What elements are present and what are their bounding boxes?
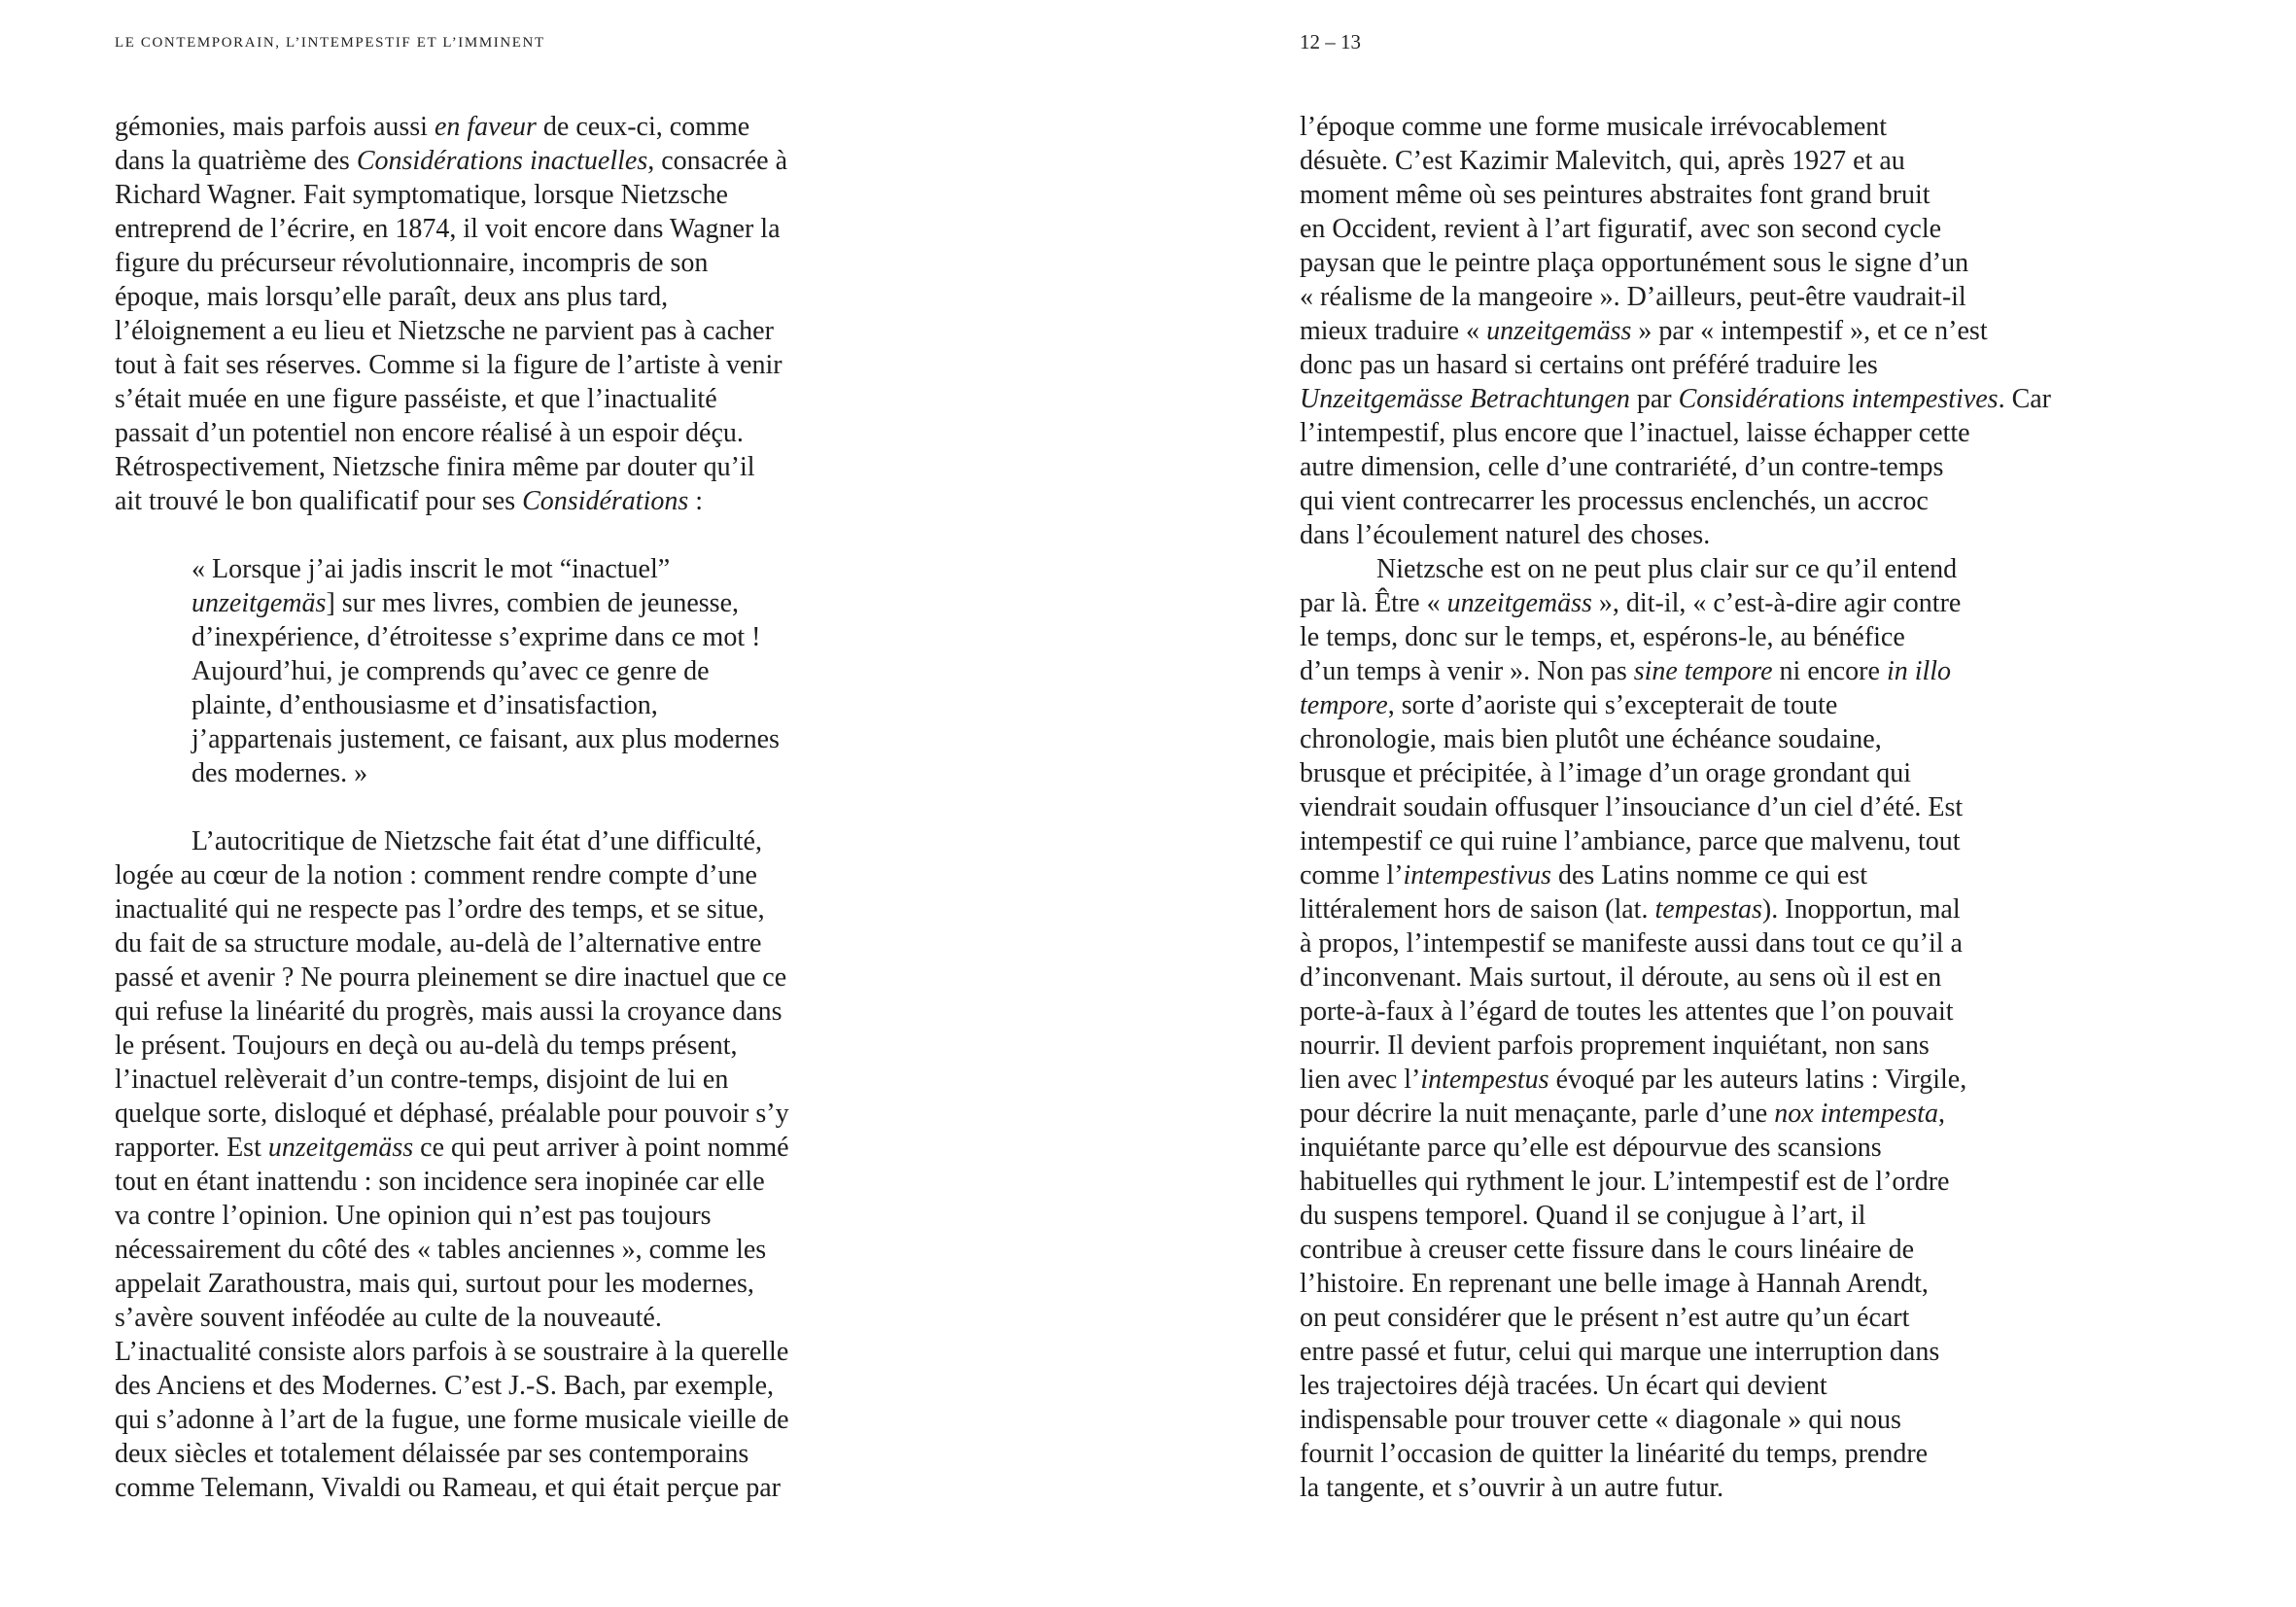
text-line: nécessairement du côté des « tables anciennes », comme les <box>115 1235 767 1265</box>
text-line: l’éloignement a eu lieu et Nietzsche ne parvient pas à cacher <box>115 316 774 346</box>
text-line: va contre l’opinion. Une opinion qui n’est pas toujours <box>115 1201 712 1231</box>
text-line: passé et avenir ? Ne pourra pleinement se dire inactuel que ce <box>115 962 787 993</box>
paragraph <box>115 110 836 518</box>
text-line: Nietzsche est on ne peut plus clair sur ce qu’il entend <box>1376 554 1958 584</box>
text-line: les trajectoires déjà tracées. Un écart qui devient <box>1300 1371 1827 1401</box>
text-line: qui s’adonne à l’art de la fugue, une forme musicale vieille de <box>115 1405 789 1435</box>
text-line: l’histoire. En reprenant une belle image à Hannah Arendt, <box>1300 1269 1929 1299</box>
text-line: Rétrospectivement, Nietzsche finira même par douter qu’il <box>115 452 755 482</box>
text-line: qui vient contrecarrer les processus enclenchés, un accroc <box>1300 486 1929 516</box>
text-line: tout à fait ses réserves. Comme si la figure de l’artiste à venir <box>115 350 783 380</box>
text-line: unzeitgemäs] sur mes livres, combien de jeunesse, <box>191 588 739 618</box>
text-line: Aujourd’hui, je comprends qu’avec ce genre de <box>191 656 710 686</box>
text-line: chronologie, mais bien plutôt une échéance soudaine, <box>1300 724 1882 754</box>
text-line: des modernes. » <box>191 758 368 788</box>
text-line: brusque et précipitée, à l’image d’un orage grondant qui <box>1300 758 1911 788</box>
text-line: porte-à-faux à l’égard de toutes les attentes que l’on pouvait <box>1300 996 1954 1027</box>
text-line: tempore, sorte d’aoriste qui s’excepterait de toute <box>1300 690 1838 720</box>
text-line: d’inconvenant. Mais surtout, il déroute, au sens où il est en <box>1300 962 1942 993</box>
text-line: fournit l’occasion de quitter la linéarité du temps, prendre <box>1300 1439 1929 1469</box>
text-line: deux siècles et totalement délaissée par ses contemporains <box>115 1439 749 1469</box>
text-line: quelque sorte, disloqué et déphasé, préalable pour pouvoir s’y <box>115 1099 789 1129</box>
text-line: le présent. Toujours en deçà ou au-delà du temps présent, <box>115 1031 738 1061</box>
text-line: s’était muée en une figure passéiste, et que l’inactualité <box>115 384 717 414</box>
text-line: littéralement hors de saison (lat. tempestas). Inopportun, mal <box>1300 894 1961 925</box>
text-line: intempestif ce qui ruine l’ambiance, parce que malvenu, tout <box>1300 826 1961 856</box>
text-line: la tangente, et s’ouvrir à un autre futur. <box>1300 1473 1724 1503</box>
text-line: viendrait soudain offusquer l’insouciance d’un ciel d’été. Est <box>1300 792 1964 822</box>
text-line: passait d’un potentiel non encore réalisé à un espoir déçu. <box>115 418 744 448</box>
text-line: par là. Être « unzeitgemäss », dit-il, « c’est-à-dire agir contre <box>1300 588 1962 618</box>
text-line: en Occident, revient à l’art figuratif, avec son second cycle <box>1300 214 1942 244</box>
paragraph <box>1300 110 2052 552</box>
text-line: L’inactualité consiste alors parfois à se soustraire à la querelle <box>115 1337 789 1367</box>
text-line: L’autocritique de Nietzsche fait état d’une difficulté, <box>191 826 762 856</box>
text-line: paysan que le peintre plaça opportunément sous le signe d’un <box>1300 248 1969 278</box>
text-line: tout en étant inattendu : son incidence sera inopinée car elle <box>115 1167 765 1197</box>
text-line: j’appartenais justement, ce faisant, aux plus modernes <box>191 724 780 754</box>
text-line: indispensable pour trouver cette « diagonale » qui nous <box>1300 1405 1901 1435</box>
text-line: dans l’écoulement naturel des choses. <box>1300 520 1711 550</box>
text-line: logée au cœur de la notion : comment rendre compte d’une <box>115 860 757 891</box>
text-line: mieux traduire « unzeitgemäss » par « intempestif », et ce n’est <box>1300 316 1988 346</box>
text-line: d’un temps à venir ». Non pas sine tempore ni encore in illo <box>1300 656 1952 686</box>
text-line: « Lorsque j’ai jadis inscrit le mot “inactuel” <box>191 554 671 584</box>
text-line: à propos, l’intempestif se manifeste aussi dans tout ce qu’il a <box>1300 928 1963 959</box>
text-line: l’intempestif, plus encore que l’inactuel, laisse échapper cette <box>1300 418 1970 448</box>
text-line: d’inexpérience, d’étroitesse s’exprime dans ce mot ! <box>191 622 761 652</box>
text-line: appelait Zarathoustra, mais qui, surtout pour les modernes, <box>115 1269 754 1299</box>
text-line: moment même où ses peintures abstraites font grand bruit <box>1300 180 1931 210</box>
text-line: désuète. C’est Kazimir Malevitch, qui, après 1927 et au <box>1300 146 1905 176</box>
text-line: nourrir. Il devient parfois proprement inquiétant, non sans <box>1300 1031 1930 1061</box>
text-line: l’inactuel relèverait d’un contre-temps, disjoint de lui en <box>115 1065 729 1095</box>
paragraph <box>1300 552 2021 1505</box>
text-line: inquiétante parce qu’elle est dépourvue des scansions <box>1300 1133 1882 1163</box>
text-line: Unzeitgemässe Betrachtungen par Considérations intempestives. Car <box>1300 384 2052 414</box>
right-page-text-column <box>1300 110 2052 1505</box>
text-line: rapporter. Est unzeitgemäss ce qui peut arriver à point nommé <box>115 1133 789 1163</box>
paragraph <box>115 824 836 1505</box>
text-line: qui refuse la linéarité du progrès, mais aussi la croyance dans <box>115 996 783 1027</box>
text-line: figure du précurseur révolutionnaire, incompris de son <box>115 248 709 278</box>
text-line: dans la quatrième des Considérations inactuelles, consacrée à <box>115 146 788 176</box>
left-page-text-column <box>115 110 836 1505</box>
text-line: époque, mais lorsqu’elle paraît, deux ans plus tard, <box>115 282 669 312</box>
text-line: « réalisme de la mangeoire ». D’ailleurs, peut-être vaudrait-il <box>1300 282 1966 312</box>
text-line: des Anciens et des Modernes. C’est J.-S. Bach, par exemple, <box>115 1371 775 1401</box>
quote-block <box>115 552 836 790</box>
text-line: contribue à creuser cette fissure dans le cours linéaire de <box>1300 1235 1915 1265</box>
text-line: on peut considérer que le présent n’est autre qu’un écart <box>1300 1303 1910 1333</box>
text-line: l’époque comme une forme musicale irrévocablement <box>1300 112 1888 142</box>
text-line: comme Telemann, Vivaldi ou Rameau, et qui était perçue par <box>115 1473 781 1503</box>
text-line: lien avec l’intempestus évoqué par les auteurs latins : Virgile, <box>1300 1065 1967 1095</box>
text-line: comme l’intempestivus des Latins nomme ce qui est <box>1300 860 1867 891</box>
text-line: inactualité qui ne respecte pas l’ordre des temps, et se situe, <box>115 894 765 925</box>
text-line: du fait de sa structure modale, au-delà de l’alternative entre <box>115 928 762 959</box>
text-line: habituelles qui rythment le jour. L’intempestif est de l’ordre <box>1300 1167 1950 1197</box>
text-line: autre dimension, celle d’une contrariété, d’un contre-temps <box>1300 452 1944 482</box>
text-line: plainte, d’enthousiasme et d’insatisfaction, <box>191 690 658 720</box>
text-line: Richard Wagner. Fait symptomatique, lorsque Nietzsche <box>115 180 728 210</box>
text-line: gémonies, mais parfois aussi en faveur de ceux-ci, comme <box>115 112 750 142</box>
text-line: donc pas un hasard si certains ont préféré traduire les <box>1300 350 1878 380</box>
text-line: pour décrire la nuit menaçante, parle d’une nox intempesta, <box>1300 1099 1945 1129</box>
text-line: ait trouvé le bon qualificatif pour ses Considérations : <box>115 486 704 516</box>
text-line: le temps, donc sur le temps, et, espérons-le, au bénéfice <box>1300 622 1905 652</box>
page-folio: 12 – 13 <box>1300 30 1361 53</box>
running-head: LE CONTEMPORAIN, L’INTEMPESTIF ET L’IMMINENT <box>115 35 545 51</box>
text-line: s’avère souvent inféodée au culte de la nouveauté. <box>115 1303 662 1333</box>
text-line: du suspens temporel. Quand il se conjugue à l’art, il <box>1300 1201 1866 1231</box>
text-line: entre passé et futur, celui qui marque une interruption dans <box>1300 1337 1940 1367</box>
text-line: entreprend de l’écrire, en 1874, il voit encore dans Wagner la <box>115 214 781 244</box>
